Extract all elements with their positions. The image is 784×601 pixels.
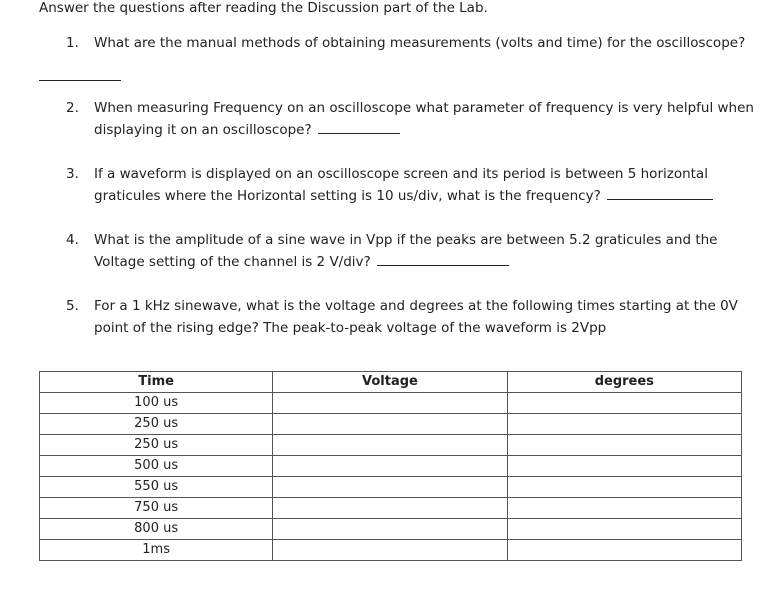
- voltage-cell[interactable]: [273, 435, 507, 456]
- question-1: [66, 32, 756, 54]
- degrees-cell[interactable]: [507, 477, 741, 498]
- degrees-cell[interactable]: [507, 456, 741, 477]
- question-text: For a 1 kHz sinewave, what is the voltage and degrees at the following times starting at the 0V point of the rising edge? The peak-to-peak voltage of the waveform is 2Vpp: [94, 298, 738, 336]
- answer-blank-2[interactable]: [318, 121, 400, 134]
- time-cell: 1ms: [40, 540, 273, 561]
- table-row: [40, 456, 742, 477]
- time-cell: 100 us: [40, 393, 273, 414]
- table-row: [40, 393, 742, 414]
- voltage-cell[interactable]: [273, 519, 507, 540]
- question-number: 4.: [66, 232, 79, 248]
- question-text: What are the manual methods of obtaining measurements (volts and time) for the oscilloscope?: [94, 35, 746, 51]
- table-row: [40, 414, 742, 435]
- question-text: What is the amplitude of a sine wave in Vpp if the peaks are between 5.2 graticules and the Voltage setting of the channel is 2 V/div?: [94, 232, 718, 270]
- voltage-cell[interactable]: [273, 498, 507, 519]
- time-cell: 550 us: [40, 477, 273, 498]
- answer-table: [39, 371, 742, 561]
- time-cell: 800 us: [40, 519, 273, 540]
- voltage-cell[interactable]: [273, 414, 507, 435]
- instructions-heading: Answer the questions after reading the Discussion part of the Lab.: [39, 0, 488, 16]
- voltage-column-header: Voltage: [273, 372, 507, 393]
- question-number: 5.: [66, 298, 79, 314]
- degrees-cell[interactable]: [507, 498, 741, 519]
- time-cell: 750 us: [40, 498, 273, 519]
- voltage-cell[interactable]: [273, 393, 507, 414]
- degrees-cell[interactable]: [507, 414, 741, 435]
- table-row: [40, 519, 742, 540]
- table-row: [40, 477, 742, 498]
- degrees-cell[interactable]: [507, 519, 741, 540]
- question-5: [66, 295, 756, 339]
- time-column-header: Time: [40, 372, 273, 393]
- voltage-cell[interactable]: [273, 540, 507, 561]
- question-4: [66, 229, 756, 273]
- question-3: [66, 163, 756, 207]
- degrees-cell[interactable]: [507, 393, 741, 414]
- voltage-cell[interactable]: [273, 477, 507, 498]
- question-number: 2.: [66, 100, 79, 116]
- table-row: [40, 435, 742, 456]
- question-2: [66, 97, 756, 141]
- degrees-cell[interactable]: [507, 540, 741, 561]
- degrees-cell[interactable]: [507, 435, 741, 456]
- voltage-cell[interactable]: [273, 456, 507, 477]
- time-cell: 250 us: [40, 414, 273, 435]
- question-number: 3.: [66, 166, 79, 182]
- answer-blank-1[interactable]: [39, 80, 121, 81]
- answer-blank-3[interactable]: [607, 187, 713, 200]
- table-header-row: [40, 372, 742, 393]
- table-row: [40, 498, 742, 519]
- question-text: When measuring Frequency on an oscilloscope what parameter of frequency is very helpful when displaying it on an oscilloscope?: [94, 100, 754, 138]
- question-text: If a waveform is displayed on an oscilloscope screen and its period is between 5 horizontal graticules where the Horizontal setting is 10 us/div, what is the frequency?: [94, 166, 708, 204]
- question-number: 1.: [66, 35, 79, 51]
- answer-blank-4[interactable]: [377, 253, 509, 266]
- table-row: [40, 540, 742, 561]
- time-cell: 250 us: [40, 435, 273, 456]
- time-cell: 500 us: [40, 456, 273, 477]
- degrees-column-header: degrees: [507, 372, 741, 393]
